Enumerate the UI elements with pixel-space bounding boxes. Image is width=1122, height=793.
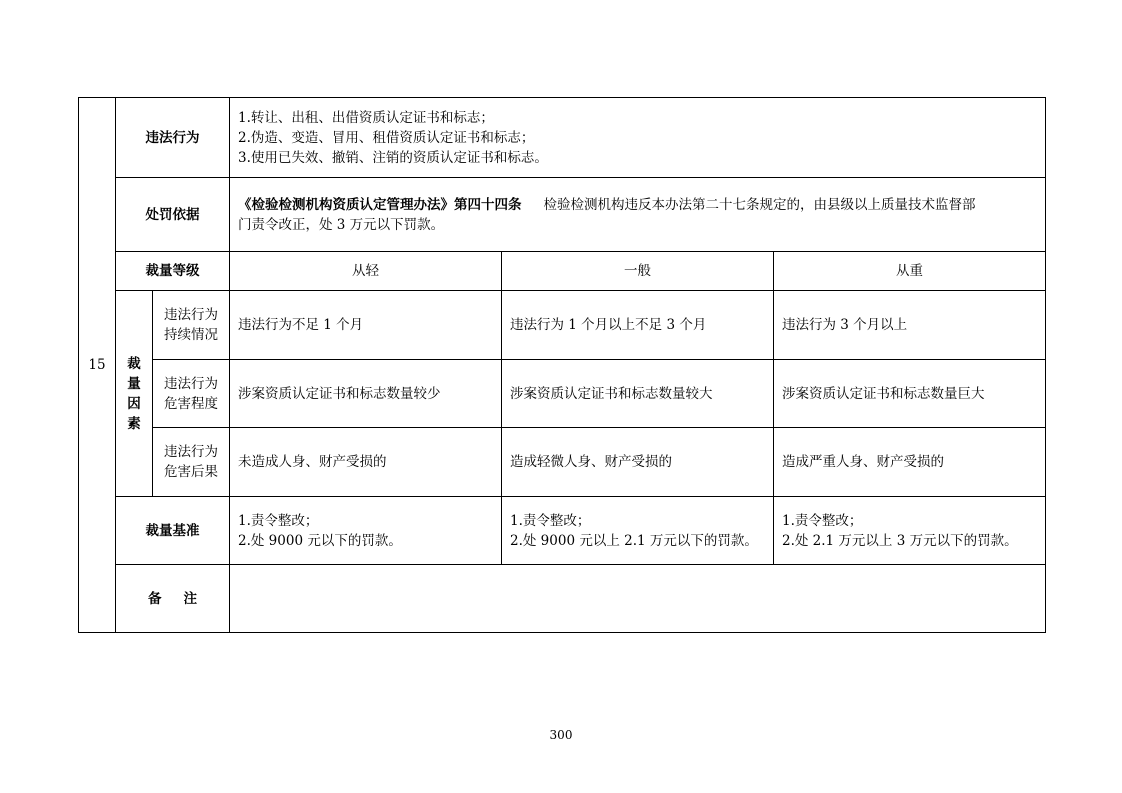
illegal-act-line: 2.伪造、变造、冒用、租借资质认定证书和标志； bbox=[238, 129, 535, 146]
factor-general: 造成轻微人身、财产受损的 bbox=[502, 428, 774, 497]
factor-general: 涉案资质认定证书和标志数量较大 bbox=[502, 360, 774, 428]
standard-row bbox=[79, 497, 1046, 565]
standard-general bbox=[502, 497, 774, 565]
factor-light: 违法行为不足 1 个月 bbox=[230, 291, 502, 360]
illegal-act-line: 1.转让、出租、出借资质认定证书和标志； bbox=[238, 109, 494, 126]
page-number: 300 bbox=[549, 728, 573, 742]
basis-text-1: 检验检测机构违反本办法第二十七条规定的，由县级以上质量技术监督部 bbox=[543, 196, 976, 213]
illegal-act-content bbox=[230, 98, 1046, 178]
factor-group-char: 因 bbox=[127, 395, 141, 412]
factor-row bbox=[79, 428, 1046, 497]
factor-light: 未造成人身、财产受损的 bbox=[230, 428, 502, 497]
levels-label: 裁量等级 bbox=[116, 252, 230, 291]
factor-light: 涉案资质认定证书和标志数量较少 bbox=[230, 360, 502, 428]
factor-row bbox=[79, 291, 1046, 360]
level-light: 从轻 bbox=[230, 252, 502, 291]
factor-name bbox=[153, 428, 230, 497]
remarks-row bbox=[79, 565, 1046, 633]
factor-name-line: 危害程度 bbox=[164, 395, 218, 412]
standard-line: 1.责令整改； bbox=[238, 512, 319, 529]
standard-line: 2.处 9000 元以下的罚款。 bbox=[238, 532, 402, 549]
basis-row bbox=[79, 178, 1046, 252]
illegal-act-line: 3.使用已失效、撤销、注销的资质认定证书和标志。 bbox=[238, 149, 548, 166]
factor-heavy: 涉案资质认定证书和标志数量巨大 bbox=[774, 360, 1046, 428]
penalty-discretion-table bbox=[78, 97, 1046, 633]
factor-name bbox=[153, 360, 230, 428]
basis-line-2: 门责令改正，处 3 万元以下罚款。 bbox=[238, 216, 445, 233]
factor-name-line: 违法行为 bbox=[164, 375, 218, 392]
levels-row bbox=[79, 252, 1046, 291]
item-number: 15 bbox=[79, 98, 116, 633]
remarks-label: 备注 bbox=[116, 565, 230, 633]
factor-name-line: 违法行为 bbox=[164, 307, 218, 323]
factor-name-line: 违法行为 bbox=[164, 444, 218, 460]
basis-content bbox=[230, 178, 1046, 252]
illegal-act-row bbox=[79, 98, 1046, 178]
factor-group-char: 素 bbox=[127, 415, 141, 432]
factor-general: 违法行为 1 个月以上不足 3 个月 bbox=[502, 291, 774, 360]
standard-line: 2.处 2.1 万元以上 3 万元以下的罚款。 bbox=[782, 532, 1018, 549]
standard-light bbox=[230, 497, 502, 565]
factor-group-char: 裁 bbox=[127, 355, 141, 372]
illegal-act-label: 违法行为 bbox=[116, 98, 230, 178]
standard-label: 裁量基准 bbox=[116, 497, 230, 565]
factor-name-line: 持续情况 bbox=[164, 327, 218, 343]
factor-heavy: 造成严重人身、财产受损的 bbox=[774, 428, 1046, 497]
basis-label: 处罚依据 bbox=[116, 178, 230, 252]
factor-heavy: 违法行为 3 个月以上 bbox=[774, 291, 1046, 360]
law-title: 《检验检测机构资质认定管理办法》第四十四条 bbox=[238, 196, 522, 213]
factor-name bbox=[153, 291, 230, 360]
factor-row bbox=[79, 360, 1046, 428]
factor-name-line: 危害后果 bbox=[164, 464, 218, 480]
standard-line: 1.责令整改； bbox=[510, 512, 591, 529]
remarks-value bbox=[230, 565, 1046, 633]
standard-line: 2.处 9000 元以上 2.1 万元以下的罚款。 bbox=[510, 532, 758, 549]
standard-heavy bbox=[774, 497, 1046, 565]
factor-group-label bbox=[116, 291, 153, 497]
factor-group-char: 量 bbox=[127, 375, 141, 392]
level-heavy: 从重 bbox=[774, 252, 1046, 291]
level-general: 一般 bbox=[502, 252, 774, 291]
standard-line: 1.责令整改； bbox=[782, 512, 863, 529]
basis-line-1 bbox=[238, 195, 1039, 215]
